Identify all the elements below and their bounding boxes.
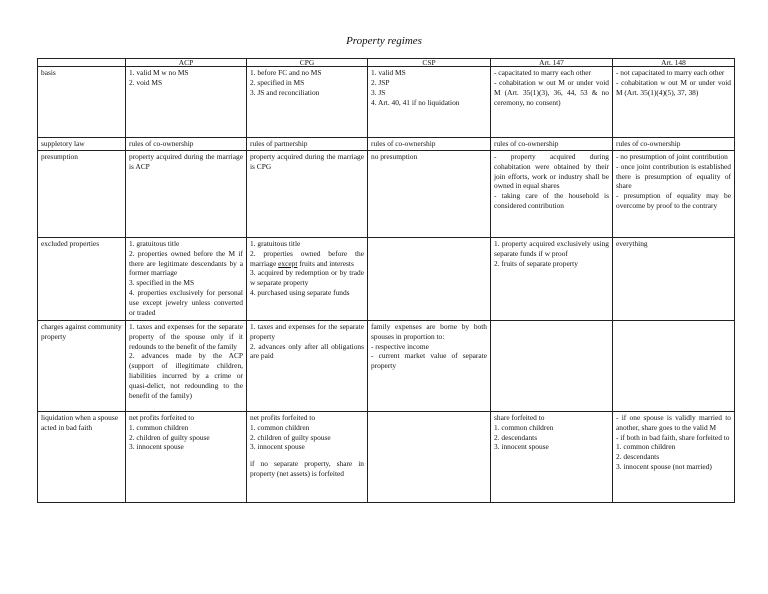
cell-line: 2. children of guilty spouse [129,432,210,442]
cell-line: - respective income [371,341,429,351]
cell-acp [126,67,247,138]
cell-line: 1. gratuitous title [129,239,180,249]
cell-line: share forfeited to [494,413,545,423]
cell-line: 1. common children [250,422,310,432]
cell-line: 1. valid MS [371,68,406,78]
cell-csp: no presumption [368,151,491,238]
underlined-text: except [278,258,298,268]
header-csp: CSP [368,59,491,67]
cell-csp [368,412,491,503]
header-cpg: CPG [247,59,368,67]
cell-line: if no separate property, share in property (net assets) is forfeited [250,459,364,478]
cell-line: - current market value of separate property [371,351,487,371]
cell-art148 [613,151,735,238]
cell-line: 1. valid M w no MS [129,68,189,78]
cell-line: 2. advances only after all obligations are paid [250,341,364,361]
cell-cpg: rules of partnership [247,138,368,151]
row-excluded-properties [38,238,735,321]
cell-line: 2. properties owned before the M if there are legitimate descendants by a former marriage [129,248,243,278]
cell-line: - not capacitated to marry each other [616,68,725,78]
cell-csp: rules of co-ownership [368,138,491,151]
cell-line: 3. acquired by redemption or by trade w separate property [250,268,364,288]
cell-line: 1. before FC and no MS [250,68,322,78]
row-charges [38,321,735,412]
cell-line: 2. advances made by the ACP (support of illegitimate children, liabilities incurred by a crime or quasi-delict, not redounding to the benefit of the family) [129,351,243,400]
row-suppletory-law [38,138,735,151]
cell-line: 2. descendants [494,432,538,442]
cell-line: 3. JS and reconciliation [250,87,320,97]
cell-csp [368,67,491,138]
cell-line: 1. taxes and expenses for the separate property of the spouse only if it redounds to the benefit of the family [129,322,243,351]
cell-line: - taking care of the household is considered contribution [494,191,609,210]
cell-acp: rules of co-ownership [126,138,247,151]
cell-line: - if one spouse is validly married to another, share goes to the valid M [616,413,731,432]
cell-line: - property acquired during cohabitation were obtained by their join efforts, work or industry shall be owned in equal shares [494,152,609,191]
cell-art148: everything [613,238,735,321]
cell-line: 3. innocent spouse [250,442,305,452]
header-art148: Art. 148 [613,59,735,67]
cell-art147: rules of co-ownership [491,138,613,151]
cell-cpg [247,238,368,321]
row-label: presumption [38,151,126,238]
cell-line: - once joint contribution is established there is presumption of equality of share [616,161,731,191]
cell-line: net profits forfeited to [250,413,316,423]
cell-art147 [491,321,613,412]
cell-cpg: property acquired during the marriage is CPG [247,151,368,238]
cell-art148 [613,67,735,138]
cell-line: 4. properties exclusively for personal use except jewelry unless converted or traded [129,288,243,317]
cell-art147 [491,151,613,238]
row-liquidation [38,412,735,503]
cell-line: - cohabitation w out M or under void M (Art. 35(1)(4)(5), 37, 38) [616,78,731,97]
header-acp: ACP [126,59,247,67]
cell-art147 [491,412,613,503]
cell-line: 2. void MS [129,78,163,88]
cell-acp [126,238,247,321]
cell-line: 4. Art. 40, 41 if no liquidation [371,97,460,107]
cell-line: net profits forfeited to [129,413,195,423]
cell-art148: rules of co-ownership [613,138,735,151]
cell-text: fruits and interests [297,258,354,268]
cell-line: 2. specified in MS [250,78,305,88]
row-label: liquidation when a spouse acted in bad faith [38,412,126,503]
cell-acp [126,321,247,412]
cell-line: 3. specified in the MS [129,278,195,288]
cell-line: 2. fruits of separate property [494,258,578,268]
row-label: basis [38,67,126,138]
row-label: charges against community property [38,321,126,412]
cell-csp [368,238,491,321]
row-label: suppletory law [38,138,126,151]
cell-line: - if both in bad faith, share forfeited to [616,432,730,442]
row-presumption [38,151,735,238]
cell-text: 2. properties owned before the marriage [250,248,364,268]
cell-line: 1. property acquired exclusively using separate funds if w proof [494,239,609,258]
cell-art148 [613,412,735,503]
header-art147: Art. 147 [491,59,613,67]
row-basis [38,67,735,138]
cell-line: - cohabitation w out M or under void M (Art. 35(1)(3), 36, 44, 53 & no ceremony, no consent) [494,78,609,107]
cell-cpg [247,67,368,138]
cell-line: 1. common children [129,422,189,432]
cell-acp: property acquired during the marriage is ACP [126,151,247,238]
property-regimes-table [37,58,735,503]
cell-line: 1. taxes and expenses for the separate property [250,322,364,341]
cell-csp [368,321,491,412]
cell-line: 3. innocent spouse (not married) [616,462,712,471]
cell-line: 1. common children [616,442,676,452]
cell-line: 2. JSP [371,78,390,88]
cell-line [250,249,364,269]
cell-line: 3. innocent spouse [129,442,184,452]
cell-line: 1. common children [494,422,554,432]
header-row [38,59,735,67]
cell-line: 3. innocent spouse [494,442,549,452]
cell-art147 [491,67,613,138]
cell-line: - presumption of equality may be overcome by proof to the contrary [616,191,731,210]
cell-line: 2. children of guilty spouse [250,432,331,442]
cell-line: 4. purchased using separate funds [250,288,350,297]
page-title: Property regimes [346,35,422,47]
row-label: excluded properties [38,238,126,321]
cell-cpg [247,321,368,412]
header-blank [38,59,126,67]
cell-art147 [491,238,613,321]
cell-line: - no presumption of joint contribution [616,152,728,162]
cell-line: 3. JS [371,87,386,97]
cell-line: 1. gratuitous title [250,239,301,249]
cell-art148 [613,321,735,412]
cell-cpg [247,412,368,503]
cell-line: - capacitated to marry each other [494,68,592,78]
cell-line: family expenses are borne by both spouses in proportion to: [371,322,487,341]
cell-acp [126,412,247,503]
cell-line: 2. descendants [616,452,660,462]
